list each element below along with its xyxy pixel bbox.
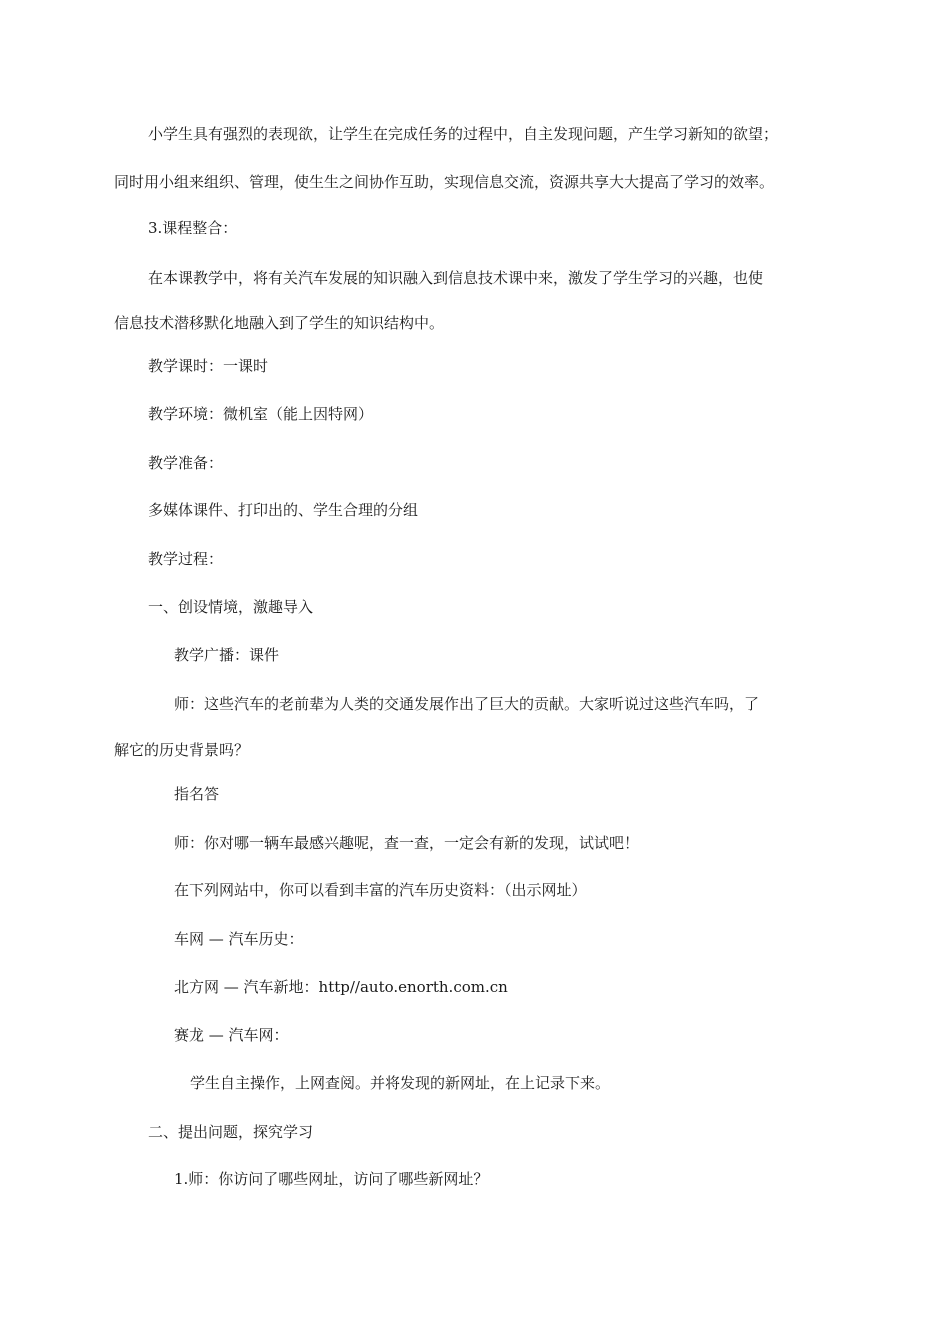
paragraph-integration-line-2: 信息技术潜移默化地融入到了学生的知识结构中。	[114, 314, 445, 332]
teaching-broadcast: 教学广播：课件	[174, 646, 280, 664]
call-on-student: 指名答	[174, 785, 220, 803]
website-sailong: 赛龙 — 汽车网：	[174, 1026, 289, 1044]
teacher-question-websites: 1.师：你访问了哪些网址，访问了哪些新网址？	[174, 1170, 489, 1188]
website-chewang: 车网 — 汽车历史：	[174, 930, 304, 948]
teaching-environment: 教学环境：微机室（能上因特网）	[148, 405, 374, 423]
heading-course-integration: 3.课程整合：	[148, 219, 238, 237]
section-one-heading: 一、创设情境，激趣导入	[148, 598, 314, 616]
teacher-question-line-2: 解它的历史背景吗？	[114, 741, 250, 759]
teaching-preparation-label: 教学准备：	[148, 454, 224, 472]
teacher-prompt: 师：你对哪一辆车最感兴趣呢，查一查，一定会有新的发现，试试吧！	[174, 834, 640, 852]
website-enorth: 北方网 — 汽车新地：http//auto.enorth.com.cn	[174, 978, 508, 996]
websites-intro: 在下列网站中，你可以看到丰富的汽车历史资料：（出示网址）	[174, 881, 587, 899]
teaching-preparation-items: 多媒体课件、打印出的、学生合理的分组	[148, 501, 419, 519]
student-activity: 学生自主操作，上网查阅。并将发现的新网址，在上记录下来。	[190, 1074, 611, 1092]
teaching-process-label: 教学过程：	[148, 550, 224, 568]
paragraph-intro-line-1: 小学生具有强烈的表现欲，让学生在完成任务的过程中，自主发现问题，产生学习新知的欲望；	[148, 125, 779, 143]
teacher-question-line-1: 师：这些汽车的老前辈为人类的交通发展作出了巨大的贡献。大家听说过这些汽车吗，了	[174, 695, 760, 713]
teaching-hours: 教学课时：一课时	[148, 357, 269, 375]
section-two-heading: 二、提出问题，探究学习	[148, 1123, 314, 1141]
paragraph-integration-line-1: 在本课教学中，将有关汽车发展的知识融入到信息技术课中来，激发了学生学习的兴趣，也使	[148, 269, 764, 287]
paragraph-intro-line-2: 同时用小组来组织、管理，使生生之间协作互助，实现信息交流，资源共享大大提高了学习的效率。	[114, 173, 775, 191]
